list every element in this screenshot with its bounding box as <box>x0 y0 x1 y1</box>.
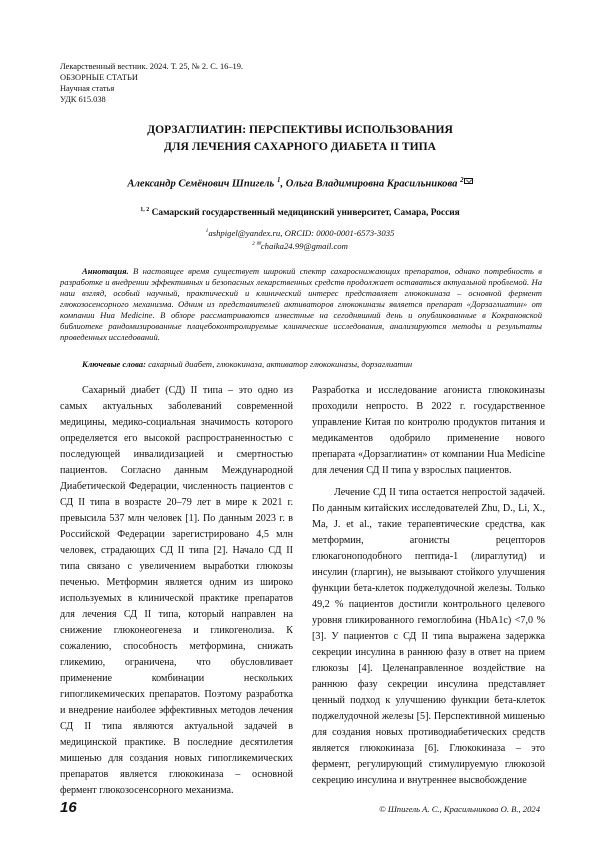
affiliation <box>40 204 560 219</box>
body-paragraph: Сахарный диабет (СД) II типа – это одно из самых актуальных заболеваний современной медицины, медико-социальная значимость которого определяется его высокой распространенностью с последующей инвалидизацией и смертностью пациентов. Согласно данным Международной Диабетической Федерации, численность пациентов с СД II типа в возрасте 20–79 лет в мире к 2021 г. превысила 537 млн человек [1]. По данным 2023 г. в Российской Федерации зарегистрировано 4,5 млн человек, страдающих СД II типа [2]. Начало СД II типа связано с увеличением выработки глюкозы печенью. Метформин является одним из широко используемых в клинической практике препаратов для лечения СД II типа, который направлен на снижение глюконеогенеза и гликогенолиза. К сожалению, способность метформина, снижать гликемию, ограничена, что обусловливает применение комбинации нескольких гипогликемических препаратов. Поэтому разработка и внедрение наиболее эффективных методов лечения СД II типа являются актуальной задачей в медицинской практике. В последние десятилетия мишенью для создания новых гипогликемических препаратов является глюкокиназа – основной фермент глюкозосенсорного механизма. <box>60 385 293 796</box>
body-column-left <box>60 383 293 799</box>
keywords-text: сахарный диабет, глюкокиназа, активатор глюкокиназы, дорзаглиатин <box>145 359 413 369</box>
contact-1-text[interactable]: ashpigel@yandex.ru, ORCID: 0000-0001-6573-3035 <box>208 227 395 238</box>
author-separator: , <box>280 178 286 190</box>
page-number: 16 <box>60 799 77 816</box>
abstract-label: Аннотация. <box>82 266 129 276</box>
contact-line-2 <box>40 239 560 252</box>
copyright-notice: © Шпигель А. С., Красильникова О. В., 2024 <box>379 804 540 814</box>
journal-citation: Лекарственный вестник. 2024. Т. 25, № 2. С. 16–19. <box>60 62 244 71</box>
author-contacts <box>40 226 560 252</box>
abstract-text: В настоящее время существует широкий спектр сахароснижающих препаратов, однако потребность в разработке и внедрении эффективных и безопасных лекарственных средств продолжает оставаться актуальной проблемой. На наш взгляд, особый научный, практический и клинический интерес представляет глюкокиназа – основной фермент глюкозосенсорного механизма. Одним из представителей активаторов глюкокиназы является препарат «Дорзаглиатин» от компании Hua Medicine. В обзоре рассматриваются известные на сегодняшний день и опубликованные в Кокрановской библиотеке рандомизированные плацебоконтролируемые клинические исследования, анализируются методы и результаты проведенных исследований. <box>60 266 542 342</box>
keywords-label: Ключевые слова: <box>82 359 146 369</box>
title-line-1: ДОРЗАГЛИАТИН: ПЕРСПЕКТИВЫ ИСПОЛЬЗОВАНИЯ <box>147 123 453 136</box>
author-2-affil-mark: 2 <box>460 176 464 184</box>
affiliation-mark: 1, 2 <box>140 207 150 213</box>
author-1-affil-mark: 1 <box>276 176 281 184</box>
affiliation-text: Самарский государственный медицинский университет, Самара, Россия <box>151 208 460 219</box>
authors-line <box>40 173 560 192</box>
article-type: Научная статья <box>60 84 115 93</box>
section-label: ОБЗОРНЫЕ СТАТЬИ <box>60 73 138 82</box>
author-1: Александр Семёнович Шпигель <box>127 178 275 190</box>
article-title <box>40 121 560 155</box>
contact-line-1 <box>40 226 560 239</box>
title-line-2: ДЛЯ ЛЕЧЕНИЯ САХАРНОГО ДИАБЕТА II ТИПА <box>163 140 437 153</box>
contact-2-email[interactable]: chaika24.99@gmail.com <box>260 240 348 251</box>
body-column-right <box>312 383 545 789</box>
author-2: Ольга Владимировна Красильникова <box>285 178 458 190</box>
abstract <box>60 266 542 343</box>
contact-2-mark: 2 ✉ <box>252 240 261 247</box>
mail-icon <box>464 178 473 184</box>
body-paragraph: Разработка и исследование агониста глюкокиназы проходили непросто. В 2022 г. государственное управление Китая по контролю продуктов питания и медикаментов одобрило применение нового препарата «Дорзаглиатин» от компании Hua Medicine для лечения СД II типа у взрослых пациентов. <box>312 385 545 476</box>
udk-code: УДК 615.038 <box>60 95 106 104</box>
keywords <box>60 359 542 370</box>
contact-1-mark: 1 <box>205 228 209 234</box>
body-paragraph: Лечение СД II типа остается непростой задачей. По данным китайских исследователей Zhu, D., Li, X., Ma, J. et al., такие терапевтические средства, как метформин, агонисты рецепторов глюкагоноподобного пептида-1 (лираглутид) и инсулин (гларгин), не вызывают стойкого улучшения функции бета-клеток поджелудочной железы. Только 49,2 % пациентов достигли контрольного целевого уровня гликированного гемоглобина (HbA1c) <7,0 % [3]. У пациентов с СД II типа выражена задержка секреции инсулина в раннюю фазу в ответ на прием глюкозы [4]. Целенаправленное воздействие на раннюю фазу секреции инсулина представляет ценный подход к улучшению функции бета-клеток поджелудочной железы [5]. Перспективной мишенью для создания новых противодиабетических средств является глюкокиназа [6]. Глюкокиназа – это фермент, регулирующий стимулируемую глюкозой секрецию инсулина и внутреннее высвобождение <box>312 487 545 786</box>
